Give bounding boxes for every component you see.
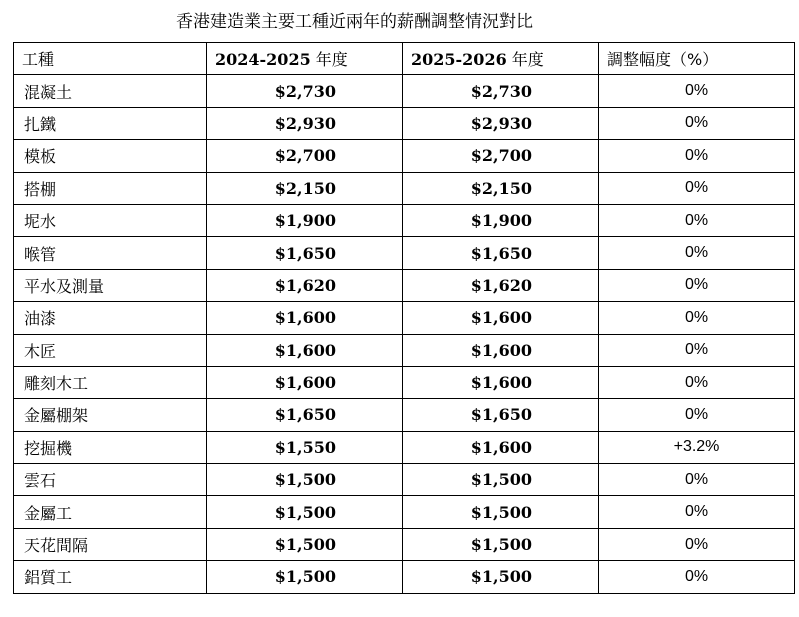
table-row (14, 496, 795, 528)
table-header-row (14, 43, 795, 75)
wage-2024-2025-cell: $1,500 (207, 464, 403, 496)
header-year2-label: 2025-2026 (411, 50, 507, 70)
wage-2025-2026-cell: $1,650 (403, 237, 599, 269)
trade-cell: 鋁質工 (14, 561, 207, 593)
change-cell: 0% (599, 204, 795, 236)
wage-2024-2025-cell: $2,730 (207, 75, 403, 107)
trade-cell: 模板 (14, 140, 207, 172)
table-row (14, 302, 795, 334)
trade-cell: 油漆 (14, 302, 207, 334)
wage-2024-2025-cell: $2,700 (207, 140, 403, 172)
wage-2024-2025-cell: $1,900 (207, 204, 403, 236)
wage-2025-2026-cell: $1,600 (403, 431, 599, 463)
trade-cell: 平水及測量 (14, 269, 207, 301)
wage-2024-2025-cell: $1,600 (207, 302, 403, 334)
trade-cell: 雕刻木工 (14, 366, 207, 398)
change-cell: 0% (599, 464, 795, 496)
table-row (14, 561, 795, 593)
table-row (14, 107, 795, 139)
trade-cell: 雲石 (14, 464, 207, 496)
trade-cell: 挖掘機 (14, 431, 207, 463)
change-cell: 0% (599, 237, 795, 269)
change-cell: 0% (599, 528, 795, 560)
wage-2025-2026-cell: $1,900 (403, 204, 599, 236)
wage-2024-2025-cell: $1,620 (207, 269, 403, 301)
wage-2024-2025-cell: $1,550 (207, 431, 403, 463)
trade-cell: 喉管 (14, 237, 207, 269)
table-row (14, 140, 795, 172)
page-title: 香港建造業主要工種近兩年的薪酬調整情況對比 (176, 12, 533, 32)
change-cell: 0% (599, 269, 795, 301)
wage-2024-2025-cell: $1,650 (207, 237, 403, 269)
header-trade: 工種 (14, 43, 207, 75)
table-row (14, 431, 795, 463)
wage-2024-2025-cell: $2,150 (207, 172, 403, 204)
table-row (14, 75, 795, 107)
wage-2025-2026-cell: $1,620 (403, 269, 599, 301)
wage-2024-2025-cell: $1,600 (207, 366, 403, 398)
wage-2024-2025-cell: $1,500 (207, 561, 403, 593)
header-year-2024-2025 (207, 43, 403, 75)
header-year2-suffix: 年度 (506, 50, 544, 70)
table-row (14, 204, 795, 236)
table-row (14, 269, 795, 301)
wage-2025-2026-cell: $2,700 (403, 140, 599, 172)
table-row (14, 237, 795, 269)
wage-2025-2026-cell: $2,730 (403, 75, 599, 107)
change-cell: 0% (599, 140, 795, 172)
change-cell: 0% (599, 399, 795, 431)
table-row (14, 366, 795, 398)
trade-cell: 混凝土 (14, 75, 207, 107)
trade-cell: 金屬棚架 (14, 399, 207, 431)
change-cell: 0% (599, 561, 795, 593)
wage-2025-2026-cell: $1,500 (403, 561, 599, 593)
table-body (14, 75, 795, 593)
trade-cell: 木匠 (14, 334, 207, 366)
trade-cell: 扎鐵 (14, 107, 207, 139)
wage-2025-2026-cell: $1,500 (403, 528, 599, 560)
wage-comparison-table (13, 42, 795, 594)
trade-cell: 搭棚 (14, 172, 207, 204)
change-cell: 0% (599, 75, 795, 107)
wage-2025-2026-cell: $1,500 (403, 496, 599, 528)
trade-cell: 金屬工 (14, 496, 207, 528)
table-row (14, 399, 795, 431)
change-cell: +3.2% (599, 431, 795, 463)
table-row (14, 528, 795, 560)
wage-2025-2026-cell: $1,600 (403, 334, 599, 366)
table-row (14, 172, 795, 204)
wage-2024-2025-cell: $2,930 (207, 107, 403, 139)
wage-2025-2026-cell: $1,500 (403, 464, 599, 496)
wage-2025-2026-cell: $1,650 (403, 399, 599, 431)
change-cell: 0% (599, 496, 795, 528)
change-cell: 0% (599, 366, 795, 398)
table-row (14, 334, 795, 366)
wage-2025-2026-cell: $2,930 (403, 107, 599, 139)
change-cell: 0% (599, 107, 795, 139)
wage-2024-2025-cell: $1,500 (207, 496, 403, 528)
wage-2025-2026-cell: $1,600 (403, 366, 599, 398)
header-year-2025-2026 (403, 43, 599, 75)
header-change: 調整幅度（%） (599, 43, 795, 75)
change-cell: 0% (599, 172, 795, 204)
header-year1-suffix: 年度 (310, 50, 348, 70)
trade-cell: 坭水 (14, 204, 207, 236)
wage-2025-2026-cell: $2,150 (403, 172, 599, 204)
trade-cell: 天花間隔 (14, 528, 207, 560)
wage-2024-2025-cell: $1,650 (207, 399, 403, 431)
wage-2024-2025-cell: $1,600 (207, 334, 403, 366)
change-cell: 0% (599, 302, 795, 334)
change-cell: 0% (599, 334, 795, 366)
wage-2025-2026-cell: $1,600 (403, 302, 599, 334)
header-year1-label: 2024-2025 (215, 50, 311, 70)
table-row (14, 464, 795, 496)
wage-2024-2025-cell: $1,500 (207, 528, 403, 560)
